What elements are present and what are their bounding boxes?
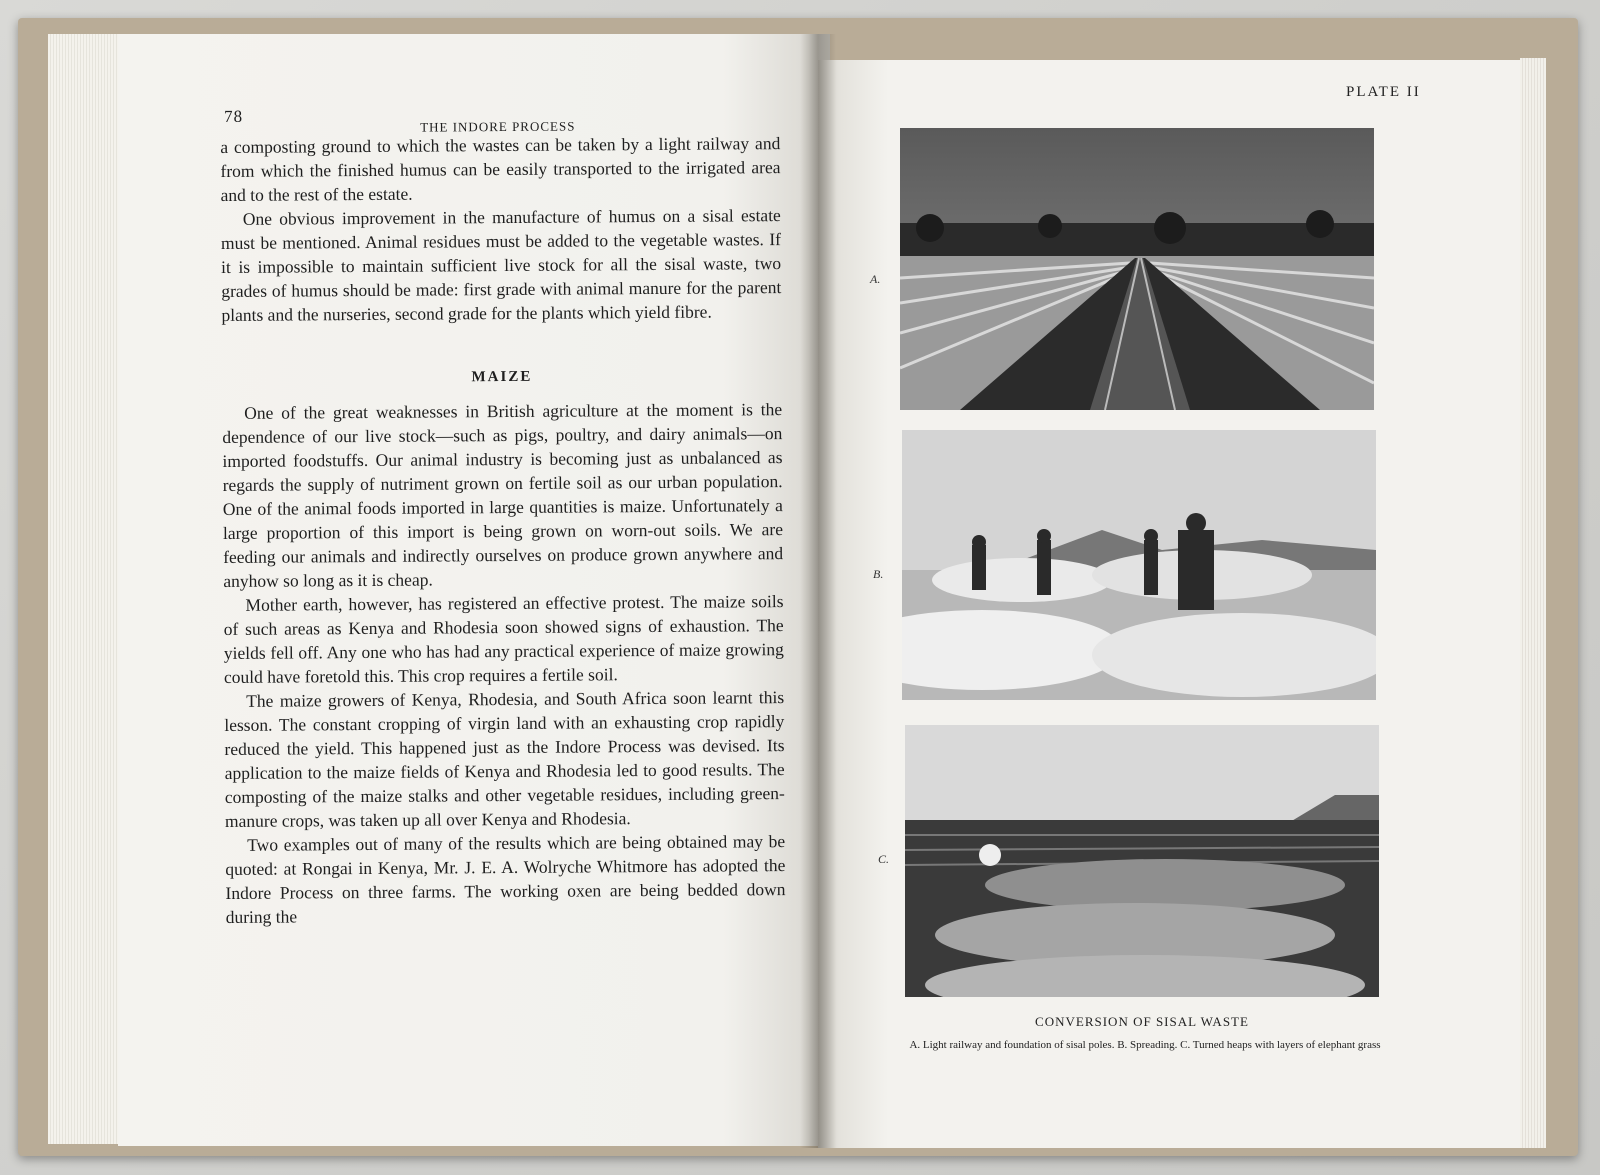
paragraph: a composting ground to which the wastes can be taken by a light railway and from which the finished humus can be easily transported to the irrigated area and to the rest of the estate. [220,133,781,205]
plate-caption-text: A. Light railway and foundation of sisal poles. B. Spreading. C. Turned heaps with layers of elephant grass [909,1039,1381,1051]
photo-letter-a: A. [870,272,881,286]
photo-spreading [902,430,1376,700]
paragraph: Mother earth, however, has registered an effective protest. The maize soils of such areas as Kenya and Rhodesia soon showed signs of exhaustion. The yields fell off. Any one who has had any practical experience of maize growing could have foretold this. This crop requires a fertile soil. [223,591,784,687]
section-heading: MAIZE [471,368,533,386]
photo-letter-c: C. [878,852,890,866]
left-page-text [220,101,786,929]
photo-railway [900,128,1374,410]
page-number: 78 [224,106,244,126]
plate-label: PLATE II [1346,84,1421,100]
photo-turned-heaps [905,725,1379,997]
paragraph: Two examples out of many of the results which are being obtained may be quoted: at Rongai in Kenya, Mr. J. E. A. Wolryche Whitmore has adopted the Indore Process on three farms. The working oxen are being bedded down during the [225,831,786,927]
paragraph: One obvious improvement in the manufacture of humus on a sisal estate must be mentioned. Animal residues must be added to the vegetable wastes. If it is impossible to maintain sufficient live stock for all the sisal waste, two grades of humus should be made: first grade with animal manure for the parent plants and the nurseries, second grade for the plants which yield fibre. [220,205,782,325]
book-gutter [800,34,836,1148]
paragraph: The maize growers of Kenya, Rhodesia, and South Africa soon learnt this lesson. The constant cropping of virgin land with an exhausting crop rapidly reduced the yield. This happened just as the Indore Process was devised. Its application to the maize fields of Kenya and Rhodesia led to good results. The composting of the maize stalks and other vegetable residues, including green-manure crops, was taken up all over Kenya and Rhodesia. [224,687,785,831]
paragraph: One of the great weaknesses in British agriculture at the moment is the dependence of our live stock—such as pigs, poultry, and dairy animals—on imported foodstuffs. Our animal industry is becoming just as unbalanced as regards the supply of nutriment grown on fertile soil as our urban population. One of the animal foods imported in large quantities is maize. Unfortunately a large proportion of this import is being grown on worn-out soils. We are feeding our animals and indirectly ourselves on produce grown anywhere and anyhow so long as it is cheap. [222,399,784,591]
page-edges-right [1520,58,1546,1148]
running-head [220,101,780,135]
page-edges-left [48,34,128,1144]
photo-letter-b: B. [873,567,884,581]
running-head-title: THE INDORE PROCESS [420,118,576,135]
plate-caption-title: CONVERSION OF SISAL WASTE [1035,1014,1249,1029]
